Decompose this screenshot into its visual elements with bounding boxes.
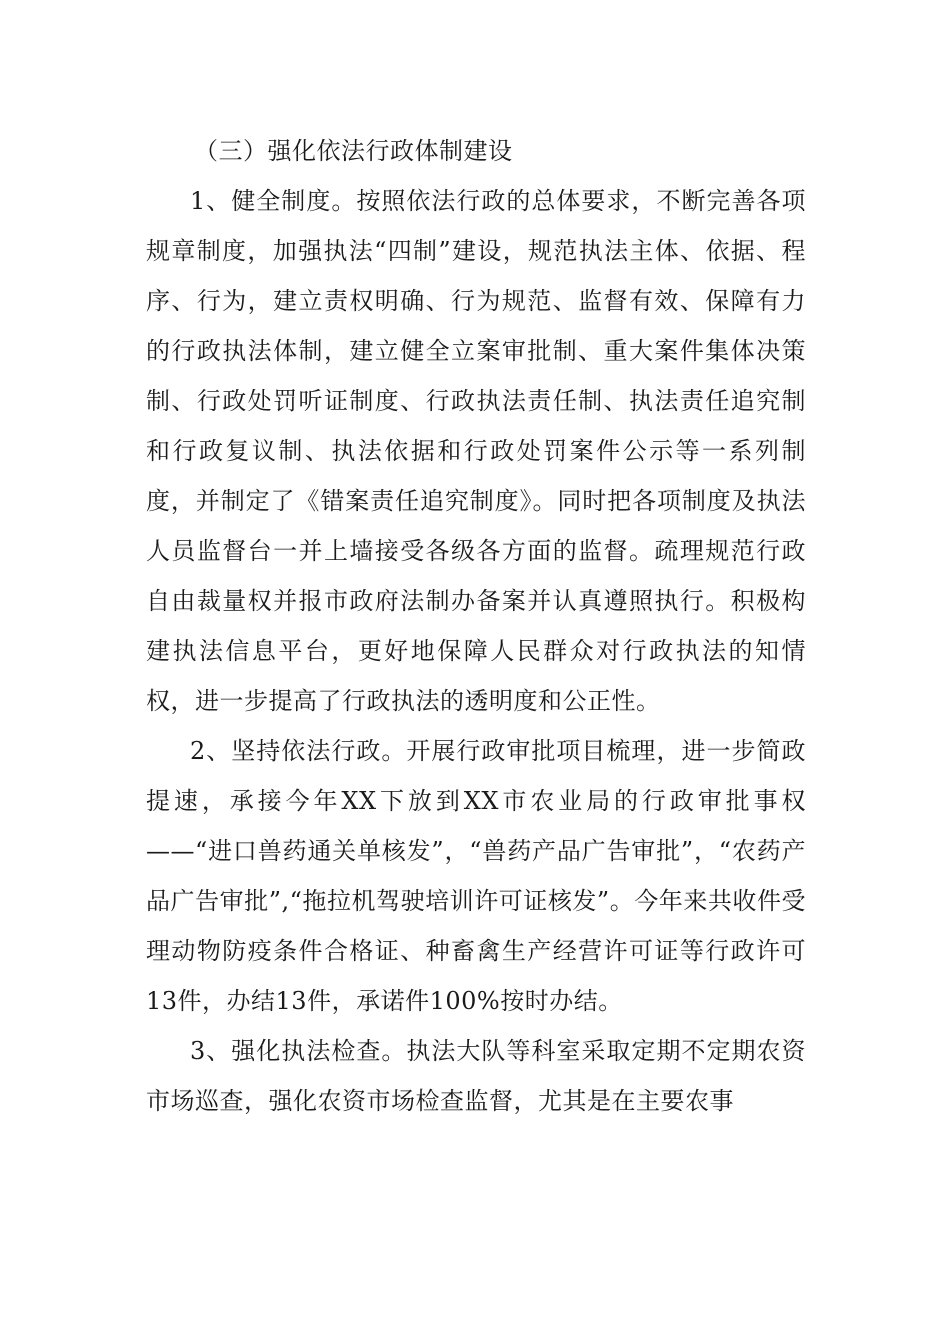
document-body: [146, 126, 806, 1126]
paragraph-1: 1、健全制度。按照依法行政的总体要求，不断完善各项规章制度，加强执法“四制”建设，规范执法主体、依据、程序、行为，建立责权明确、行为规范、监督有效、保障有力的行政执法体制，建立健全立案审批制、重大案件集体决策制、行政处罚听证制度、行政执法责任制、执法责任追究制和行政复议制、执法依据和行政处罚案件公示等一系列制度，并制定了《错案责任追究制度》。同时把各项制度及执法人员监督台一并上墙接受各级各方面的监督。疏理规范行政自由裁量权并报市政府法制办备案并认真遵照执行。积极构建执法信息平台，更好地保障人民群众对行政执法的知情权，进一步提高了行政执法的透明度和公正性。: [146, 187, 806, 715]
paragraph-2: 2、坚持依法行政。开展行政审批项目梳理，进一步简政提速，承接今年XX下放到XX市农业局的行政审批事权——“进口兽药通关单核发”，“兽药产品广告审批”，“农药产品广告审批”,“拖拉机驾驶培训许可证核发”。今年来共收件受理动物防疫条件合格证、种畜禽生产经营许可证等行政许可13件，办结13件，承诺件100%按时办结。: [146, 737, 806, 1015]
section-heading: （三）强化依法行政体制建设: [194, 137, 513, 165]
paragraph-3: 3、强化执法检查。执法大队等科室采取定期不定期农资市场巡查，强化农资市场检查监督，尤其是在主要农事: [146, 1037, 806, 1115]
